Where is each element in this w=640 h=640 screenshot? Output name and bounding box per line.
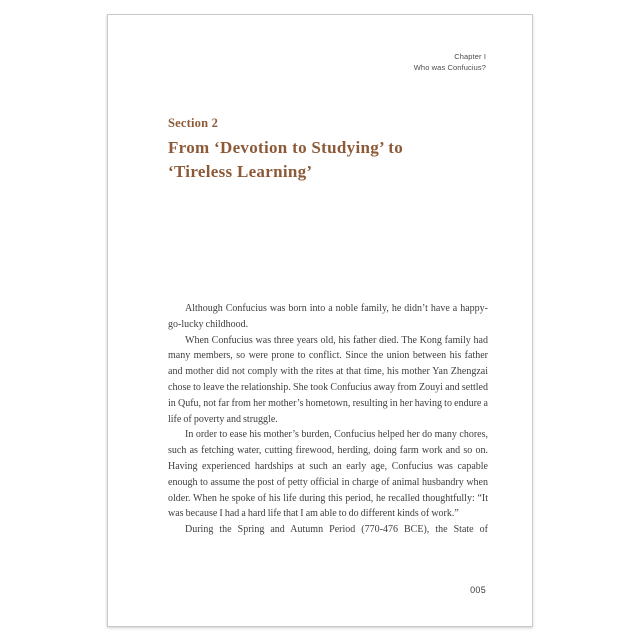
body-paragraph: When Confucius was three years old, his father died. The Kong family had many members, so were prone to conflict. Since the union between his father and mother did not comply with the rites at that time, his mother Yan Zhengzai chose to leave the relationship. She took Confucius away from Zouyi and settled in Qufu, not far from her mother’s hometown, resulting in her having to endure a life of poverty and struggle.	[168, 334, 488, 425]
page-number: 005	[470, 585, 486, 595]
body-paragraph: In order to ease his mother’s burden, Confucius helped her do many chores, such as fetching water, cutting firewood, herding, doing farm work and so on. Having experienced hardships at such an early age, Confucius was capable enough to assume the post of petty official in charge of animal husbandry when older. When he spoke of his life during this period, he recalled thoughtfully: “It was because I had a hard life that I am able to do different kinds of work.”	[168, 429, 488, 520]
running-header-chapter-title: Who was Confucius?	[413, 63, 486, 72]
book-page	[107, 14, 533, 627]
section-title-line-2: ‘Tireless Learning’	[168, 162, 313, 181]
body-paragraph: Although Confucius was born into a noble family, he didn’t have a happy-go-lucky childhood.	[168, 303, 488, 330]
section-title-line-1: From ‘Devotion to Studying’ to	[168, 138, 404, 157]
running-header	[414, 51, 486, 73]
body-text	[168, 301, 488, 538]
section-label: Section 2	[168, 116, 219, 130]
body-paragraph: During the Spring and Autumn Period (770-476 BCE), the State of	[185, 524, 488, 536]
section-title	[168, 136, 498, 184]
running-header-chapter: Chapter I	[454, 52, 486, 61]
